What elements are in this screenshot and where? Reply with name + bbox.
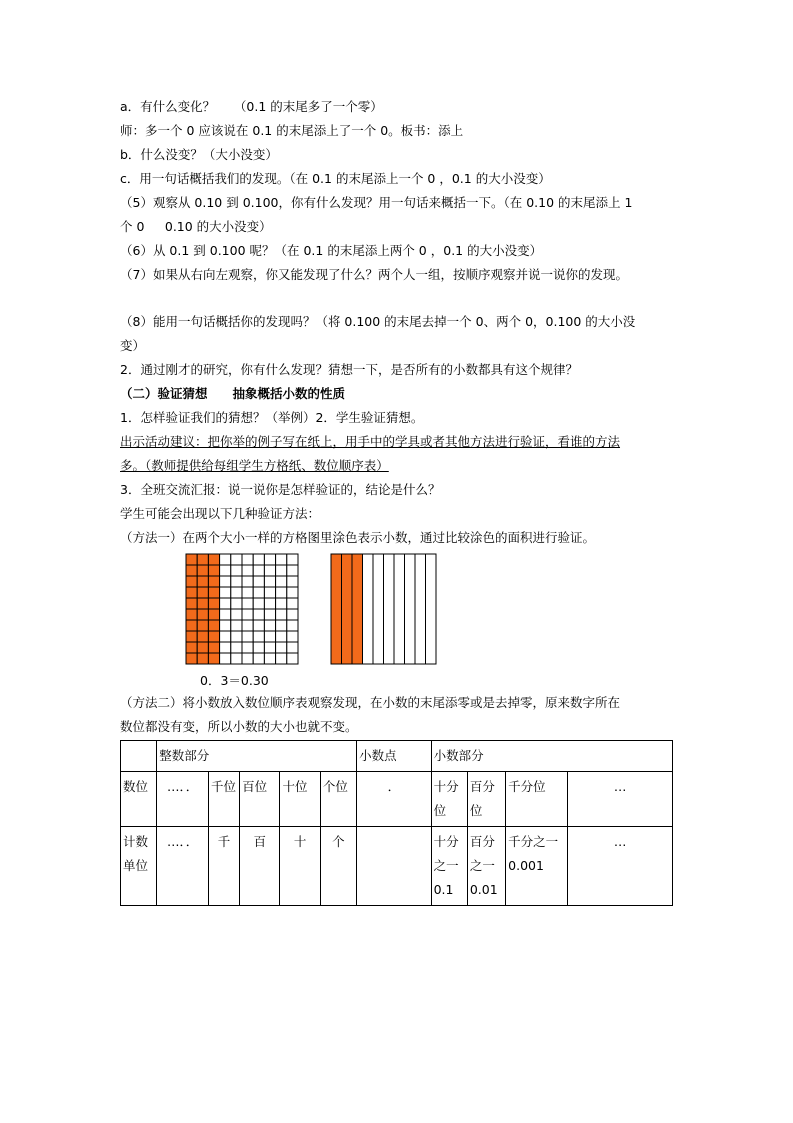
figure-caption: 0．3＝0.30 (200, 673, 269, 688)
grid-cell (264, 598, 275, 609)
text-line: （8）能用一句话概括你的发现吗？（将 0.100 的末尾去掉一个 0、两个 0，0.100 的大小没 (120, 314, 636, 329)
shaded-cell (197, 587, 208, 598)
table-cell: 千位 (209, 772, 240, 827)
grid-cell (231, 587, 242, 598)
grid-cell (220, 554, 231, 565)
shaded-cell (208, 576, 219, 587)
grid-cell (231, 620, 242, 631)
grid-cell (276, 642, 287, 653)
shaded-cell (197, 609, 208, 620)
grid-cell (231, 653, 242, 664)
shaded-cell (197, 620, 208, 631)
text-line: 师：多一个 0 应该说在 0.1 的末尾添上了一个 0。板书：添上 (120, 123, 464, 138)
grid-cell (242, 653, 253, 664)
grid-cell (253, 609, 264, 620)
text-line: 数位都没有变，所以小数的大小也就不变。 (120, 719, 358, 734)
shaded-cell (208, 631, 219, 642)
table-cell: 百位 (240, 772, 280, 827)
grid-strip (426, 554, 437, 664)
shaded-cell (208, 587, 219, 598)
grid-cell (220, 631, 231, 642)
shaded-cell (186, 653, 197, 664)
grid-cell (276, 609, 287, 620)
grid-cell (264, 653, 275, 664)
table-row (121, 827, 673, 906)
text-line: （6）从 0.1 到 0.100 呢？（在 0.1 的末尾添上两个 0 ，0.1 的大小没变） (120, 243, 543, 258)
shaded-cell (208, 653, 219, 664)
grid-cell (242, 598, 253, 609)
grid-cell (253, 620, 264, 631)
text-line: 变） (120, 338, 146, 353)
grid-cell (242, 576, 253, 587)
text-line: b．什么没变？（大小没变） (120, 147, 278, 162)
grid-cell (231, 554, 242, 565)
grid-cell (287, 620, 298, 631)
place-value-table (120, 740, 673, 906)
grid-strip (373, 554, 384, 664)
text-line: （方法二）将小数放入数位顺序表观察发现，在小数的末尾添零或是去掉零，原来数字所在 (120, 695, 621, 710)
grid-cell (231, 576, 242, 587)
grid-cell (276, 554, 287, 565)
shaded-cell (197, 554, 208, 565)
grid-cell (242, 587, 253, 598)
grid-cell (220, 598, 231, 609)
grid-cell (264, 565, 275, 576)
grid-cell (276, 598, 287, 609)
grid-cell (253, 598, 264, 609)
unit-name: 十分之一 (433, 834, 459, 873)
shaded-cell (197, 598, 208, 609)
text-line: 个 0 0.10 的大小没变） (120, 219, 272, 234)
table-cell: 十位 (280, 772, 320, 827)
grid-cell (287, 609, 298, 620)
grid-cell (253, 565, 264, 576)
table-cell: 个位 (320, 772, 356, 827)
header-decimal-part: 小数部分 (431, 741, 672, 772)
text-line: （5）观察从 0.10 到 0.100，你有什么发现？用一句话来概括一下。（在 0.10 的末尾添上 1 (120, 195, 633, 210)
text-line: 1．怎样验证我们的猜想？（举例）2．学生验证猜想。 (120, 410, 424, 425)
text-line: （方法一）在两个大小一样的方格图里涂色表示小数，通过比较涂色的面积进行验证。 (120, 530, 596, 545)
grid-cell (287, 642, 298, 653)
shaded-cell (186, 598, 197, 609)
row-label: 计数单位 (121, 827, 157, 906)
grid-cell (253, 631, 264, 642)
table-cell: … (568, 827, 673, 906)
grid-cell (287, 576, 298, 587)
grid-cell (242, 642, 253, 653)
grid-cell (264, 642, 275, 653)
shaded-cell (208, 554, 219, 565)
hundredths-grid-figure (185, 553, 300, 666)
grid-cell (276, 653, 287, 664)
unit-value: 0.01 (469, 882, 498, 897)
text-line: c．用一句话概括我们的发现。（在 0.1 的末尾添上一个 0 ，0.1 的大小没变） (120, 171, 551, 186)
grid-strip (384, 554, 395, 664)
grid-cell (276, 631, 287, 642)
grid-cell (287, 587, 298, 598)
grid-cell (276, 565, 287, 576)
grid-cell (287, 598, 298, 609)
grid-cell (264, 587, 275, 598)
table-cell (506, 827, 568, 906)
text-line: （7）如果从右向左观察，你又能发现了什么？两个人一组，按顺序观察并说一说你的发现。 (120, 267, 628, 282)
table-cell: 十 (280, 827, 320, 906)
grid-cell (276, 587, 287, 598)
grid-cell (242, 609, 253, 620)
shaded-cell (197, 653, 208, 664)
shaded-cell (186, 576, 197, 587)
shaded-cell (208, 598, 219, 609)
shaded-cell (197, 576, 208, 587)
grid-cell (264, 609, 275, 620)
grid-cell (220, 609, 231, 620)
text-line: 学生可能会出现以下几种验证方法： (120, 506, 321, 521)
grid-cell (242, 565, 253, 576)
grid-cell (253, 576, 264, 587)
grid-cell (287, 565, 298, 576)
grid-cell (264, 576, 275, 587)
table-header-row (121, 741, 673, 772)
shaded-cell (186, 554, 197, 565)
shaded-cell (197, 565, 208, 576)
grid-cell (231, 642, 242, 653)
tenths-grid-figure (330, 553, 437, 666)
header-decimal-point: 小数点 (357, 741, 432, 772)
table-cell: 百 (240, 827, 280, 906)
grid-strip (394, 554, 405, 664)
grid-strip (363, 554, 374, 664)
table-row (121, 772, 673, 827)
table-cell: …．． (157, 827, 209, 906)
grid-strip (415, 554, 426, 664)
table-cell (357, 827, 432, 906)
grid-cell (253, 587, 264, 598)
grid-cell (264, 620, 275, 631)
shaded-cell (186, 642, 197, 653)
shaded-cell (186, 631, 197, 642)
grid-cell (253, 653, 264, 664)
grid-cell (253, 642, 264, 653)
shaded-cell (186, 620, 197, 631)
unit-name: 千分之一 (508, 834, 559, 849)
grid-cell (231, 598, 242, 609)
header-integer-part: 整数部分 (157, 741, 357, 772)
text-line: 2．通过刚才的研究，你有什么发现？猜想一下，是否所有的小数都具有这个规律？ (120, 362, 578, 377)
text-line: 出示活动建议：把你举的例子写在纸上，用手中的学具或者其他方法进行验证，看谁的方法 (120, 434, 621, 449)
unit-name: 百分之一 (469, 834, 495, 873)
grid-cell (242, 554, 253, 565)
shaded-cell (197, 631, 208, 642)
grid-cell (287, 653, 298, 664)
shaded-strip (331, 554, 342, 664)
unit-value: 0.1 (433, 882, 454, 897)
grid-cell (220, 620, 231, 631)
grid-cell (231, 609, 242, 620)
grid-strip (405, 554, 416, 664)
section-heading: （二）验证猜想 抽象概括小数的性质 (120, 386, 346, 401)
table-cell (467, 827, 505, 906)
grid-cell (242, 631, 253, 642)
grid-cell (220, 642, 231, 653)
grid-cell (276, 576, 287, 587)
grid-cell (253, 554, 264, 565)
shaded-cell (186, 609, 197, 620)
unit-value: 0.001 (508, 858, 544, 873)
text-line: a．有什么变化？ （0.1 的末尾多了一个零） (120, 99, 383, 114)
text-line: 3．全班交流汇报：说一说你是怎样验证的，结论是什么？ (120, 482, 441, 497)
table-cell (431, 827, 467, 906)
grid-cell (287, 631, 298, 642)
table-cell: ． (357, 772, 432, 827)
table-cell: 千分位 (506, 772, 568, 827)
table-cell: 个 (320, 827, 356, 906)
table-cell: 千 (209, 827, 240, 906)
shaded-cell (197, 642, 208, 653)
grid-cell (287, 554, 298, 565)
grid-cell (264, 631, 275, 642)
grid-cell (242, 620, 253, 631)
shaded-cell (208, 609, 219, 620)
grid-cell (276, 620, 287, 631)
shaded-strip (342, 554, 353, 664)
grid-cell (220, 565, 231, 576)
shaded-cell (208, 620, 219, 631)
table-cell: 百分位 (467, 772, 505, 827)
table-cell: …．． (157, 772, 209, 827)
grid-cell (231, 565, 242, 576)
shaded-strip (352, 554, 363, 664)
grid-cell (220, 576, 231, 587)
table-cell: … (568, 772, 673, 827)
shaded-cell (208, 642, 219, 653)
shaded-cell (186, 587, 197, 598)
row-label: 数位 (121, 772, 157, 827)
shaded-cell (186, 565, 197, 576)
grid-cell (220, 587, 231, 598)
text-line: 多。（教师提供给每组学生方格纸、数位顺序表） (120, 458, 389, 473)
grid-cell (220, 653, 231, 664)
grid-cell (264, 554, 275, 565)
table-cell: 十分位 (431, 772, 467, 827)
grid-cell (231, 631, 242, 642)
shaded-cell (208, 565, 219, 576)
